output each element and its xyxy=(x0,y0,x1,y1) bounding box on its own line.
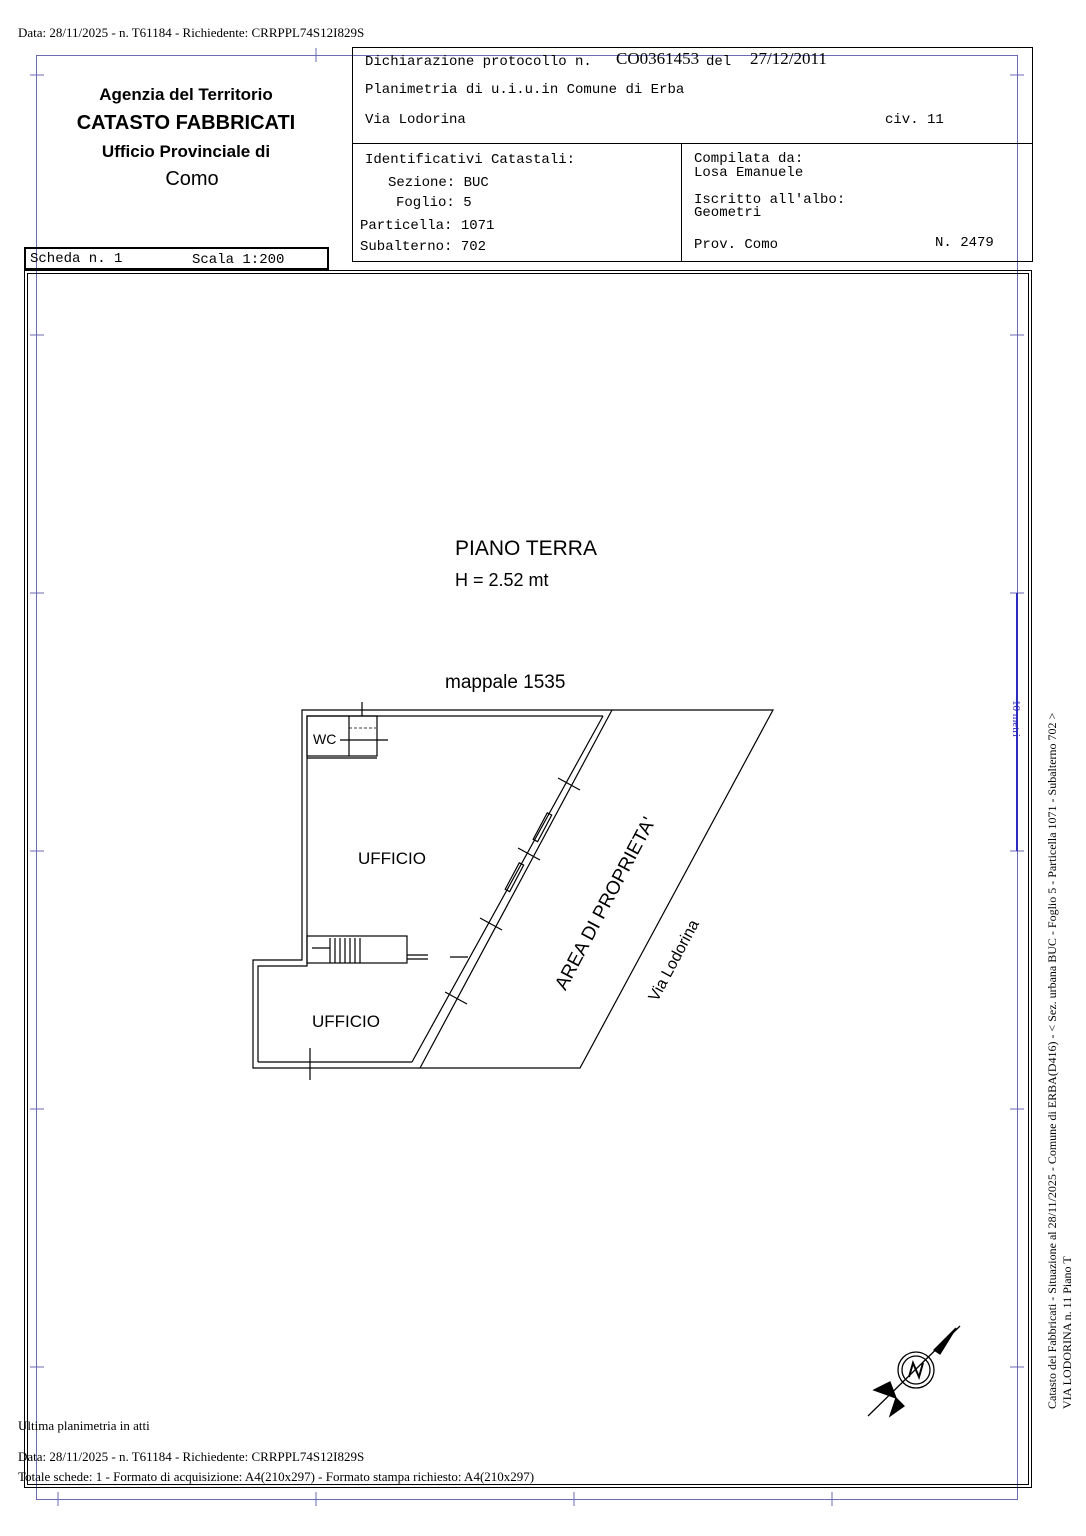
footer-totale-line: Totale schede: 1 - Formato di acquisizione: A4(210x297) - Formato stampa richiesto: A4(210x297) xyxy=(18,1469,535,1484)
provincia-label: Prov. Como xyxy=(694,237,779,253)
scheda-scale: Scala 1:200 xyxy=(192,252,285,268)
mappale-label: mappale 1535 xyxy=(445,672,566,693)
civico-label: civ. 11 xyxy=(885,112,944,128)
albo-label: Iscritto all'albo: xyxy=(694,192,846,208)
albo-value: Geometri xyxy=(694,205,762,221)
side-situazione-text: Catasto dei Fabbricati - Situazione al 28/11/2025 - Comune di ERBA(D416) - < Sez. urbana BUC - Foglio 5 - Particella 1071 - Subalterno 702 > xyxy=(1045,712,1059,1409)
scale-bar-label: 10 metri xyxy=(1010,700,1022,737)
plan-title: PIANO TERRA xyxy=(455,537,597,560)
compilata-label: Compilata da: xyxy=(694,151,804,167)
via-label: Via Lodorina xyxy=(365,112,466,128)
compilata-name: Losa Emanuele xyxy=(694,165,804,181)
scheda-number: Scheda n. 1 xyxy=(30,251,123,267)
wc-label: WC xyxy=(313,731,337,747)
sezione-label: Sezione: BUC xyxy=(388,175,489,191)
protocollo-date: 27/12/2011 xyxy=(750,49,827,68)
foglio-label: Foglio: 5 xyxy=(396,195,472,211)
plan-height: H = 2.52 mt xyxy=(455,570,549,590)
area-proprieta-label: AREA DI PROPRIETA' xyxy=(551,813,661,994)
north-arrow-icon xyxy=(860,1320,970,1425)
del-label: del xyxy=(706,54,732,70)
room-ufficio-2: UFFICIO xyxy=(312,1012,380,1031)
agency-city: Como xyxy=(165,168,219,190)
agency-ufficio: Ufficio Provinciale di xyxy=(101,142,271,161)
footer-data-line: Data: 28/11/2025 - n. T61184 - Richiedente: CRRPPL74S12I829S xyxy=(18,1449,365,1464)
agency-catasto: CATASTO FABBRICATI xyxy=(76,112,296,134)
agency-name: Agenzia del Territorio xyxy=(99,85,273,104)
top-info-line: Data: 28/11/2025 - n. T61184 - Richiedente: CRRPPL74S12I829S xyxy=(18,25,365,40)
ultima-planimetria: Ultima planimetria in atti xyxy=(18,1418,150,1433)
dichiarazione-label: Dichiarazione protocollo n. xyxy=(365,54,592,70)
side-address-text: VIA LODORINA n. 11 Piano T xyxy=(1060,1256,1074,1409)
identificativi-title: Identificativi Catastali: xyxy=(365,152,576,168)
albo-number: N. 2479 xyxy=(935,235,994,251)
subalterno-label: Subalterno: 702 xyxy=(360,239,487,255)
planimetria-line: Planimetria di u.i.u.in Comune di Erba xyxy=(365,82,685,98)
street-label: Via Lodorina xyxy=(645,917,703,1005)
particella-label: Particella: 1071 xyxy=(360,218,495,234)
room-ufficio-1: UFFICIO xyxy=(358,849,426,868)
protocollo-number: CO0361453 xyxy=(616,49,700,68)
